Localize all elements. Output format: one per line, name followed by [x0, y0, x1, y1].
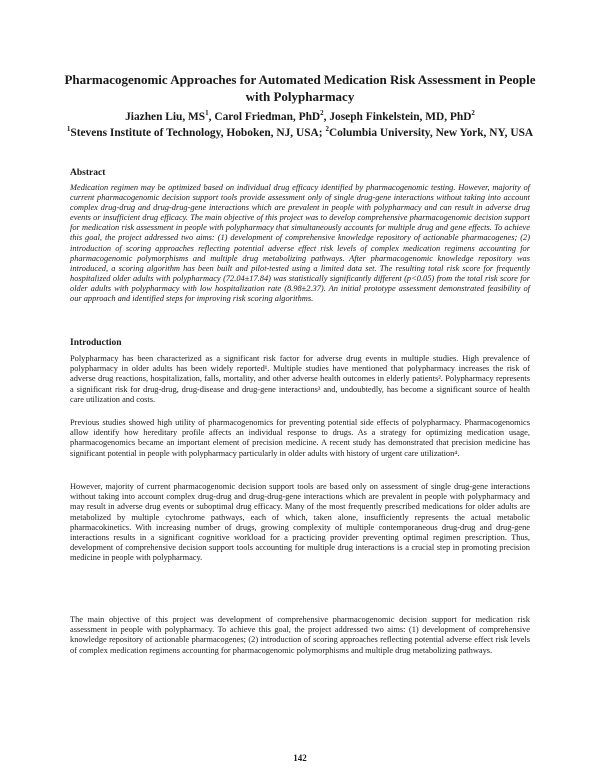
intro-paragraph: Polypharmacy has been characterized as a significant risk factor for adverse drug events in multiple studies. High prevalence of polypharmacy in older adults has been widely reported¹. Multiple studies have mentioned that polypharmacy increases the risk of adverse drug reactions, hospitalization, falls, mortality, and other adverse health outcomes in elderly patients². Polypharmacy represents a significant risk for drug-drug, drug-disease and drug-gene interactions³ and, undoubtedly, has become a significant source of health care utilization and costs. — [70, 354, 530, 404]
paper-title: Pharmacogenomic Approaches for Automated Medication Risk Assessment in People with Polypharmacy — [64, 72, 536, 104]
affiliation-list: $^1$Stevens Institute of Technology, Hoboken, NJ, USA; $^2$Columbia University, New York, NY, USA — [66, 125, 534, 139]
introduction-heading: Introduction — [70, 338, 122, 348]
affiliation-mark: 1 — [66, 125, 71, 134]
author-affiliation-mark: 2 — [471, 109, 475, 118]
page-number: 142 — [293, 753, 307, 763]
intro-paragraph: Previous studies showed high utility of pharmacogenomics for preventing potential side effects of polypharmacy. Pharmacogenomics allow identify how hereditary profile affects an individual response to drugs. As a strategy for optimizing medication usage, pharmacogenomics became an important element of precision medicine. A recent study has demonstrated that precision medicine has significant potential in people with polypharmacy particularly in older adults with history of urgent care utilization⁴. — [70, 418, 530, 458]
intro-paragraph: The main objective of this project was development of comprehensive pharmacogenomic decision support for medication risk assessment in people with polypharmacy. To achieve this goal, the project addressed two aims: (1) development of comprehensive knowledge repository of actionable pharmacogenes; (2) introduction of scoring approaches reflecting potential adverse effect risk levels of complex medication regimens accounting for pharmacogenomic polymorphisms and multiple drug metabolizing pathways. — [70, 615, 530, 655]
affiliation-text: Columbia University, New York, NY, USA — [328, 127, 534, 139]
affiliation-text: Stevens Institute of Technology, Hoboken, NJ, USA — [70, 127, 319, 139]
author-name: Carol Friedman, PhD — [214, 111, 321, 123]
author-name: Joseph Finkelstein, MD, PhD — [329, 111, 472, 123]
author-affiliation-mark: 1 — [205, 109, 209, 118]
abstract-text: Medication regimen may be optimized based on individual drug efficacy identified by pharmacogenomic testing. However, majority of current pharmacogenomic decision support tools provide assessment only of single drug-gene interactions without taking into account complex drug-drug and drug-drug-gene interactions which are prevalent in people with polypharmacy and can result in adverse drug events or insufficient drug efficacy. The main objective of this project was to develop comprehensive pharmacogenomic decision support for medication risk assessment in people with polypharmacy that simultaneously accounts for multiple drug and gene effects. To achieve this goal, the project addressed two aims: (1) development of comprehensive knowledge repository of actionable pharmacogenes; (2) introduction of scoring approaches reflecting potential adverse effect risk levels of complex medication regimens accounting for pharmacogenomic polymorphisms and multiple drug metabolizing pathways. After pharmacogenomic knowledge repository was introduced, a scoring algorithm has been built and pilot-tested using a limited data set. The resulting total risk score for frequently hospitalized older adults with polypharmacy (72.04±17.84) was statistically significantly different (p<0.05) from the total risk score for older adults with polypharmacy with low hospitalization rate (8.98±2.37). An initial prototype assessment demonstrated feasibility of our approach and identified steps for improving risk scoring algorithms. — [70, 183, 530, 304]
author-name: Jiazhen Liu, MS — [125, 111, 206, 123]
affiliation-mark: 2 — [325, 125, 329, 134]
intro-paragraph: However, majority of current pharmacogenomic decision support tools are based only on assessment of single drug-gene interactions without taking into account complex drug-drug and drug-drug-gene interactions which are prevalent in people with polypharmacy and may result in adverse drug events or suboptimal drug efficacy. Many of the most frequently prescribed medications for older adults are metabolized by multiple cytochrome pathways, each of which, taken alone, insufficiently represents the actual metabolic pharmacokinetics. With increasing number of drugs, growing complexity of multiple contemporaneous drug-drug and drug-gene interactions results in a significant cognitive workload for a practicing provider preventing optimal regimen prescription. Thus, development of comprehensive decision support tools accounting for multiple drug interactions is a crucial step in promoting precision medicine in people with polypharmacy. — [70, 482, 530, 563]
author-affiliation-mark: 2 — [320, 109, 324, 118]
author-list: Jiazhen Liu, $MS^1$, Carol Friedman, PhD$^2$, Joseph Finkelstein, MD, PhD$^2$ — [125, 109, 475, 123]
abstract-heading: Abstract — [70, 168, 106, 178]
